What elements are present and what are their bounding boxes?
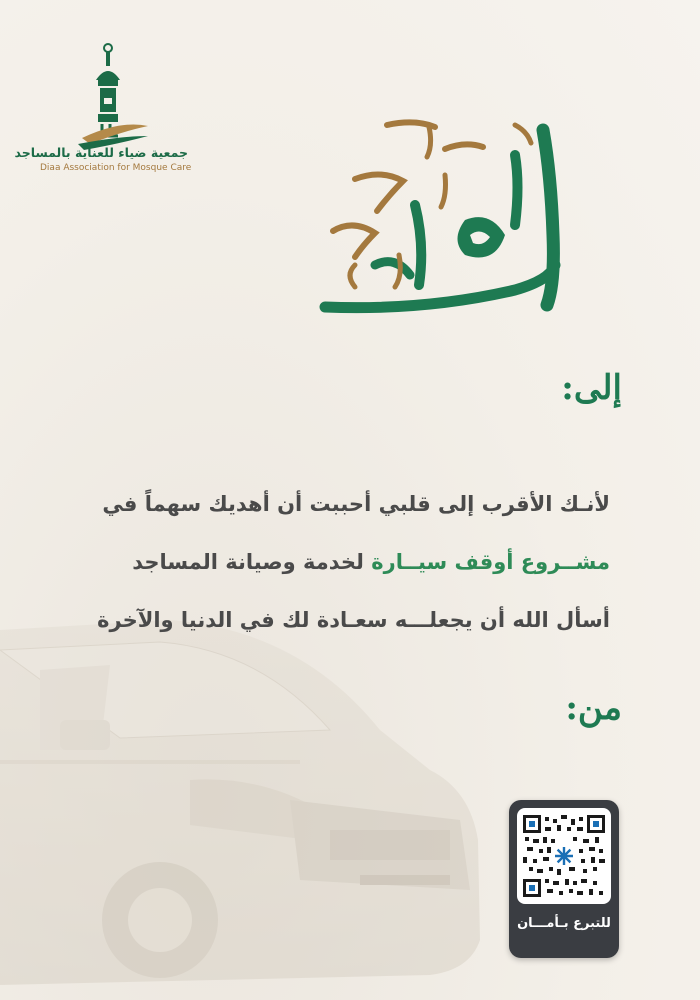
qr-code-icon (523, 815, 605, 897)
page-title (0, 0, 1, 1)
recipient-label: إلى: (561, 368, 622, 408)
project-name: مشــروع أوقف سيــارة (371, 550, 610, 574)
message-line-2-rest: لخدمة وصيانة المساجد (132, 550, 372, 574)
message-line-3: أسأل الله أن يجعلـــه سعـادة لك في الدنيا والآخرة (97, 608, 610, 632)
donation-qr-card[interactable] (509, 800, 619, 958)
logo-name-english: Diaa Association for Mosque Care (40, 163, 192, 173)
sender-label: من: (565, 688, 622, 728)
ihdaa-calligraphy-icon (315, 115, 585, 320)
logo-name-arabic: جمعية ضياء للعناية بالمساجد (14, 145, 188, 160)
donate-safely-caption: للتبرع بـأمـــان (517, 916, 611, 931)
van-illustration (0, 610, 500, 1000)
message-line-2 (132, 550, 610, 574)
message-line-1: لأنـك الأقرب إلى قلبي أحببت أن أهديك سهماً في (102, 492, 610, 516)
qr-code[interactable] (517, 808, 611, 904)
